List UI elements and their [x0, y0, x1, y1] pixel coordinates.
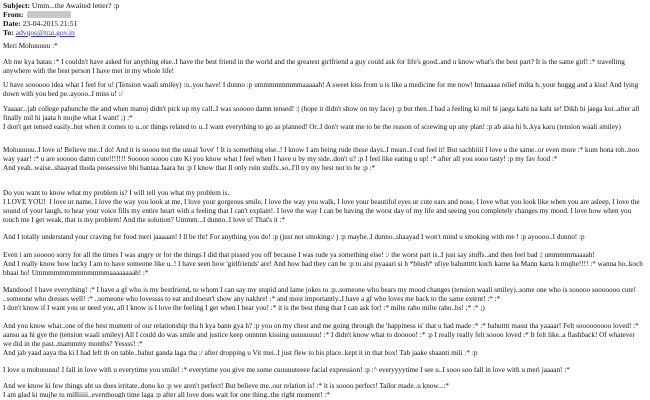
body-paragraph: Yaaaar...jab college pahunche the and when manoj didn't pick up my call..I was sooooo damn tensed! :| (hope it didn't show on my face) :p but then..I had a feeling ki mil hi jaega kahi na kahi se! Dikh hi jaega koi..after all finally mil hi jaata h mujhe what I want! ;) :* I don't get tensed easily..but when it comes to u..or things related to u..I want everything to go as planned! Or..I don't want me to be the reason of screwing up any plan! :p ab aisa hi h..kya karu (tension waali smiley)	[3, 105, 640, 131]
date-value: 23-04-2015 21:51	[22, 19, 78, 28]
body-paragraph: Even i am sooooo sorry for all the times I was angry or for the things I did that pissed you off because I was rude ya something else! :/ the worst part is..I just say stuffs..and then feel bad :| ummmmmaaaah! And I really know how lucky I am to have someone like u..! I have seen how 'girlfriends' are! And how bad they can be :p tu aisi pyaaari si h *blush* ufiye bahutttttt kuch karne ka Mann karta h mujhe!!!! :* wanna ho..koch bhaai ho! Ummmmmmmmmmmmmaaaaaaaah! :*	[3, 251, 643, 277]
from-row	[3, 10, 71, 19]
body-paragraph: U have soooooo idea what I feel for u! (Tension waali smiley) :o..you have! I dunno :p ummmmmmmmaaaaah! A sweet kiss from u is like a medicine for me now! Innaaaaa relief milta h..your huggg and a kiss! And lying down with you bed pe..ayooo..I miss u! :/	[3, 81, 641, 98]
email-body	[3, 38, 647, 398]
body-paragraph: Mandooo! I have everything! :* I have a gf who is my bestfriend, to whom I can say my stupid and lame jokes to :p..someone who bears my mood changes (tension waali smiley)..some one who is sooooo sooooooo cute! ..someone who dresses well! :* ..someone who lovessss to eat and doesn't show any nakhre! :* and most importantly..I have a gf who loves me back to the same extent! :* :* I don't know if I want you or need you, all I know is I love the feeling I get when I hear you! :* it is the best thing that I can ask for! :* milte raho milte raho..bs! ;* :* ;)	[3, 286, 636, 312]
date-label: Date:	[3, 19, 21, 28]
subject-value: Umm...the Awaited letter? :p	[31, 1, 120, 10]
body-paragraph: And I totally understand your craving for food meri jaaaaan! I ll be thr! For anything you do! :p (just not smoking:/ ) :p maybe..I dunno..shaayad I won't mind u smoking with me ! :p ayoooo..I dunno! :p	[3, 233, 585, 241]
to-address-link[interactable]: advqos@trai.gov.in	[15, 28, 75, 37]
date-row	[3, 19, 77, 28]
body-paragraph: Mohuuuuu..I love u! Believe me..I do! And it is soooo not the usual 'love' ! It is something else..! I know I am being rude these days..I mean..I cud feel it! But sachhiiii I love u the same..or even more :* kum hona toh..noo way yaar! :* u are sooooo damn cute!!!!!!! Sooooo soooo cute Ki you know what I feel when I have u by my side..don't u? :p I feel like eating u up! :* after all you sooo tasty! :p my fav food :* And yeah..waise..shaayad thoda possessive bhi bantaa Jaara hu :p I know that Il only ruin stuffs..so..I'll try my best not to be :p :*	[3, 146, 639, 172]
subject-label: Subject:	[3, 1, 30, 10]
from-redacted-address	[27, 11, 71, 18]
body-paragraph: And you know what..one of the best moment of our relationship tha h kya bann gya h? :p you on my chest and me going through the 'happiness is' that u had made :* :* bahutttt masst tha yaaaar! Felt sooooooooo loved! :* aansu aa hi gye the (tension waali smiley) All I could do was smile and justice keep onnnnn kissing uuuuuuuu! :* I didn't know what to dooooo! :* :p I really really felt soooo loved :* It felt like..a flashback! Of whatever we did in the past..mammmy months? Yessss! :* And jab yaad aaya tha ki I had left th on table..bahut ganda laga tha :/ after dropping u Vit mei..I just flew to his place..kept it in that box! Tab jaake shaanti mili :* :p	[3, 322, 639, 357]
body-paragraph: And we know ki few things abt us does irritate..dono ko :p we aren't perfect! But believe me..our relation is! :* it is soooo perfect! Tailor made..u know...:* I am glad ki mujhe tu milliiiii..eventhough time laga :p after all love does wait for one thing..the right moment! :*	[3, 382, 450, 398]
body-paragraph: I love u mohuuuuu! I fall in love with u everytime you smile! :* everytime you give me some cuuuuuteeee facial expression! :p :^ everyyyytime I see u..I sooo soo fall in love with u meri jaaaan! :*	[3, 366, 570, 374]
subject-row	[3, 1, 119, 10]
to-label: To:	[3, 28, 14, 37]
body-paragraph: Do you want to know what my problem is? I will tell you what my problem is.. I LOVE YOU! I love ur name, I love the way you look at me, I love your gorgeous smile, I love the way you walk, I love your beautiful eyes ur cute ears and nose, I love what you look like when you are asleep, I love the sound of your laugh, to hear your voice fills my entire heart with a feeling that I can't explain!. I love the way I can be having the worst day of my life and seeing you completely changes my mood. I love how when you touch me I get weak, that is my problem! And the solution? Ummm...I dunno..I love u! That's it :*	[3, 189, 640, 224]
from-label: From:	[3, 10, 24, 19]
email-header	[0, 0, 650, 36]
to-row	[3, 28, 75, 37]
body-paragraph: Ab me kya batau :* I couldn't have asked for anything else..I have the best friend in the world and the greatest girlfriend a guy could ask for life's good..and u know what's the best part? It is the same girl! :* travelling anywhere with the best person I have met in my whole life!	[3, 58, 627, 75]
body-paragraph-greeting: Meri Mohuuuuu :*	[3, 42, 58, 50]
